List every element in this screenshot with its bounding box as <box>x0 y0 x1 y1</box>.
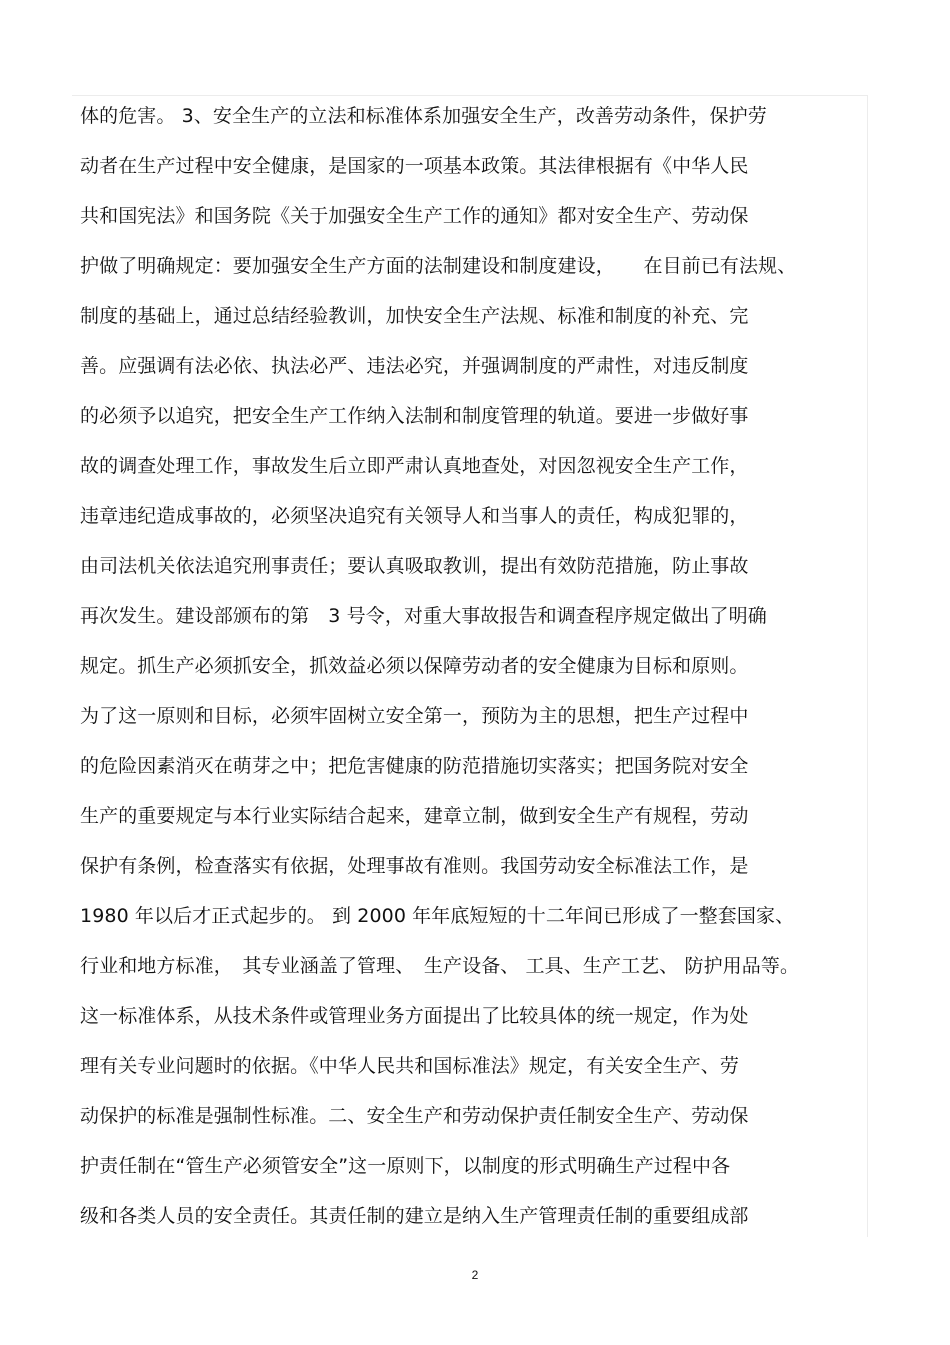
text-line: 的危险因素消灭在萌芽之中；把危害健康的防范措施切实落实；把国务院对安全 <box>80 755 749 777</box>
text-line: 动保护的标准是强制性标准。二、安全生产和劳动保护责任制安全生产、劳动保 <box>80 1105 749 1127</box>
text-line: 动者在生产过程中安全健康，是国家的一项基本政策。其法律根据有《中华人民 <box>80 155 749 177</box>
text-line: 共和国宪法》和国务院《关于加强安全生产工作的通知》都对安全生产、劳动保 <box>80 205 749 227</box>
text-line: 违章违纪造成事故的，必须坚决追究有关领导人和当事人的责任，构成犯罪的， <box>80 505 749 527</box>
text-line: 级和各类人员的安全责任。其责任制的建立是纳入生产管理责任制的重要组成部 <box>80 1205 749 1227</box>
text-line: 为了这一原则和目标，必须牢固树立安全第一，预防为主的思想，把生产过程中 <box>80 705 749 727</box>
text-line: 故的调查处理工作，事故发生后立即严肃认真地查处，对因忽视安全生产工作， <box>80 455 749 477</box>
text-line: 保护有条例，检查落实有依据，处理事故有准则。我国劳动安全标准法工作，是 <box>80 855 749 877</box>
text-line: 生产的重要规定与本行业实际结合起来，建章立制，做到安全生产有规程，劳动 <box>80 805 749 827</box>
text-line: 护责任制在“管生产必须管安全”这一原则下，以制度的形式明确生产过程中各 <box>80 1155 731 1177</box>
text-line: 理有关专业问题时的依据。《中华人民共和国标准法》规定，有关安全生产、劳 <box>80 1055 740 1077</box>
text-line: 由司法机关依法追究刑事责任；要认真吸取教训，提出有效防范措施，防止事故 <box>80 555 749 577</box>
text-line: 的必须予以追究，把安全生产工作纳入法制和制度管理的轨道。要进一步做好事 <box>80 405 749 427</box>
text-line: 行业和地方标准， 其专业涵盖了管理、 生产设备、 工具、生产工艺、 防护用品等。 <box>80 955 800 977</box>
text-line: 规定。抓生产必须抓安全，抓效益必须以保障劳动者的安全健康为目标和原则。 <box>80 655 749 677</box>
text-line: 再次发生。建设部颁布的第 3 号令，对重大事故报告和调查程序规定做出了明确 <box>80 605 767 627</box>
text-line: 制度的基础上，通过总结经验教训，加快安全生产法规、标准和制度的补充、完 <box>80 305 749 327</box>
text-line: 善。应强调有法必依、执法必严、违法必究，并强调制度的严肃性，对违反制度 <box>80 355 749 377</box>
text-line: 这一标准体系，从技术条件或管理业务方面提出了比较具体的统一规定，作为处 <box>80 1005 749 1027</box>
page-number: 2 <box>471 1268 479 1282</box>
text-line: 护做了明确规定：要加强安全生产方面的法制建设和制度建设， 在目前已有法规、 <box>80 255 797 277</box>
text-line: 体的危害。 3、安全生产的立法和标准体系加强安全生产，改善劳动条件，保护劳 <box>80 105 767 127</box>
text-line: 1980 年以后才正式起步的。 到 2000 年年底短短的十二年间已形成了一整套国家、 <box>80 905 795 927</box>
